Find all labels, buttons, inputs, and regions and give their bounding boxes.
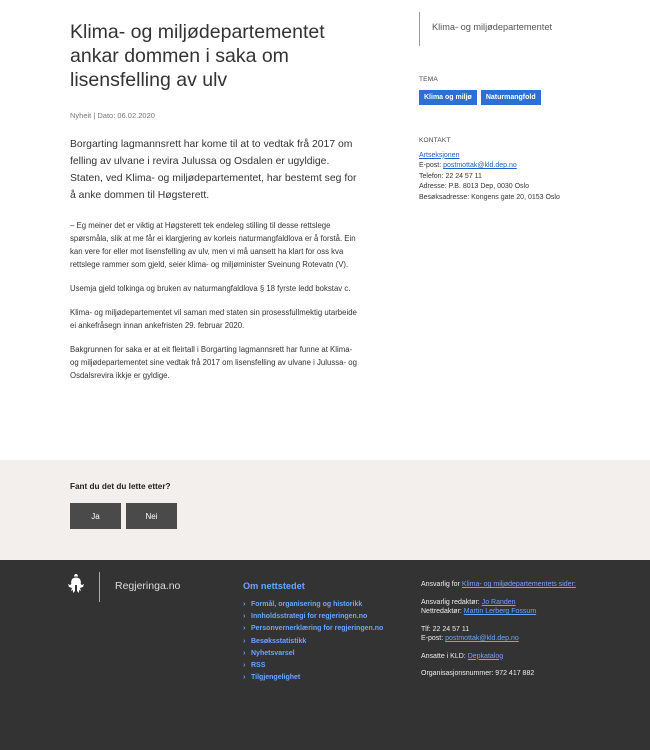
tema-label: TEMA xyxy=(419,76,438,83)
footer-email-label: E-post: xyxy=(421,635,446,642)
article-paragraph: Bakgrunnen for saka er at eit fleirtall i Borgarting lagmannsrett har funne at Klima- og miljødepartementet sine vedtak frå 2017 om lisensfelling av ulvane i Julussa- og Osdalsrevira ikkje er gyldige. xyxy=(70,345,357,380)
chevron-right-icon: › xyxy=(243,649,246,657)
footer-link-rss[interactable]: › RSS xyxy=(243,660,383,672)
ansatte-label: Ansatte i KLD: xyxy=(421,652,468,660)
chevron-right-icon: › xyxy=(243,613,246,621)
article-header xyxy=(70,20,360,120)
article-body xyxy=(70,219,360,393)
article-paragraph: Usemja gjeld tolkinga og bruken av naturmangfaldlova § 18 fyrste ledd bokstav c. xyxy=(70,284,351,293)
footer-about-links xyxy=(243,599,383,684)
chevron-right-icon: › xyxy=(243,674,246,682)
contact-email-link[interactable]: postmottak@kld.dep.no xyxy=(443,162,517,169)
ansvarlig-link[interactable]: Klima- og miljødepartementets sider: xyxy=(461,581,576,588)
contact-address: Adresse: P.B. 8013 Dep, 0030 Oslo xyxy=(419,183,529,190)
logo-divider xyxy=(99,572,100,602)
depkatalog-link[interactable]: Depkatalog xyxy=(467,652,504,660)
footer-link-personvern[interactable]: › Personvernerklæring for regjeringen.no xyxy=(243,623,383,635)
contact-box xyxy=(419,136,560,203)
chevron-right-icon: › xyxy=(243,662,246,670)
chevron-right-icon: › xyxy=(243,601,246,608)
footer-link-nyhetsvarsel[interactable]: › Nyhetsvarsel xyxy=(243,648,383,660)
feedback-yes-button[interactable]: Ja xyxy=(70,503,121,529)
org-number: Organisasjonsnummer: 972 417 882 xyxy=(421,670,535,677)
feedback-no-button[interactable]: Nei xyxy=(126,503,177,529)
footer-link-innholdsstrategi[interactable]: › Innholdsstrategi for regjeringen.no xyxy=(243,611,383,623)
page-title: Klima- og miljødepartementet ankar dommen i saka om lisensfelling av ulv xyxy=(70,21,325,91)
tag-naturmangfold[interactable]: Naturmangfold xyxy=(481,90,541,105)
chevron-right-icon: › xyxy=(243,637,246,645)
redaktor-link[interactable]: Jo Randen xyxy=(481,598,516,606)
nettredaktor-label: Nettredaktør: xyxy=(421,608,464,615)
footer-link-statistikk[interactable]: › Besøksstatistikk xyxy=(243,636,383,648)
contact-label: KONTAKT xyxy=(419,137,451,144)
footer-link-tilgjengelighet[interactable]: › Tilgjengelighet xyxy=(243,672,383,684)
feedback-section xyxy=(0,460,650,560)
article-paragraph: Klima- og miljødepartementet vil saman med staten sin prosessfullmektig utarbeide ei ankefråsegn innan ankefristen 29. februar 2020. xyxy=(70,308,357,330)
footer-about-title: Om nettstedet xyxy=(243,581,305,591)
chevron-right-icon: › xyxy=(243,625,246,633)
footer-phone: Tlf: 22 24 57 11 xyxy=(421,625,470,633)
contact-visit-address: Besøksadresse: Kongens gate 20, 0153 Oslo xyxy=(419,193,560,201)
tag-klima-og-miljo[interactable]: Klima og miljø xyxy=(419,90,477,105)
ansvarlig-prefix: Ansvarlig for xyxy=(421,581,462,588)
article-ingress: Borgarting lagmannsrett har kome til at to vedtak frå 2017 om felling av ulvane i revira Julussa og Osdalen er ugyldige. Staten, ved Klima- og miljødepartementet, har bestemt seg for å anke dommen til Høgsterett. xyxy=(70,139,357,201)
ministry-name: Klima- og miljødepartementet xyxy=(419,12,552,46)
site-name[interactable]: Regjeringa.no xyxy=(115,580,181,592)
footer-info xyxy=(421,580,601,687)
contact-section-link[interactable]: Artseksjonen xyxy=(419,151,460,159)
article-meta: Nyheit | Dato: 06.02.2020 xyxy=(70,111,155,120)
feedback-question: Fant du det du lette etter? xyxy=(70,482,171,491)
site-footer xyxy=(0,560,650,750)
tag-list xyxy=(419,90,541,105)
coat-of-arms-lion-icon[interactable] xyxy=(66,573,86,599)
article-paragraph: – Eg meiner det er viktig at Høgsterett tek endeleg stilling til desse rettslege spørsmåla, slik at me får ei klargjering av korleis naturmangfaldlova er å forstå. Ein kan vere for eller mot lisensfelling av ulv, men vi må uansett ha klart for oss kva rettslege rammer som gjeld, seier klima- og miljøminister Sveinung Rotevatn (V). xyxy=(70,221,356,269)
contact-phone: Telefon: 22 24 57 11 xyxy=(419,172,482,180)
footer-email-link[interactable]: postmottak@kld.dep.no xyxy=(445,635,519,642)
footer-link-formal[interactable]: › Formål, organisering og historikk xyxy=(243,599,383,611)
redaktor-label: Ansvarlig redaktør: xyxy=(421,598,482,606)
contact-email-label: E-post: xyxy=(419,162,444,169)
nettredaktor-link[interactable]: Martin Lerberg Fossum xyxy=(463,608,537,615)
